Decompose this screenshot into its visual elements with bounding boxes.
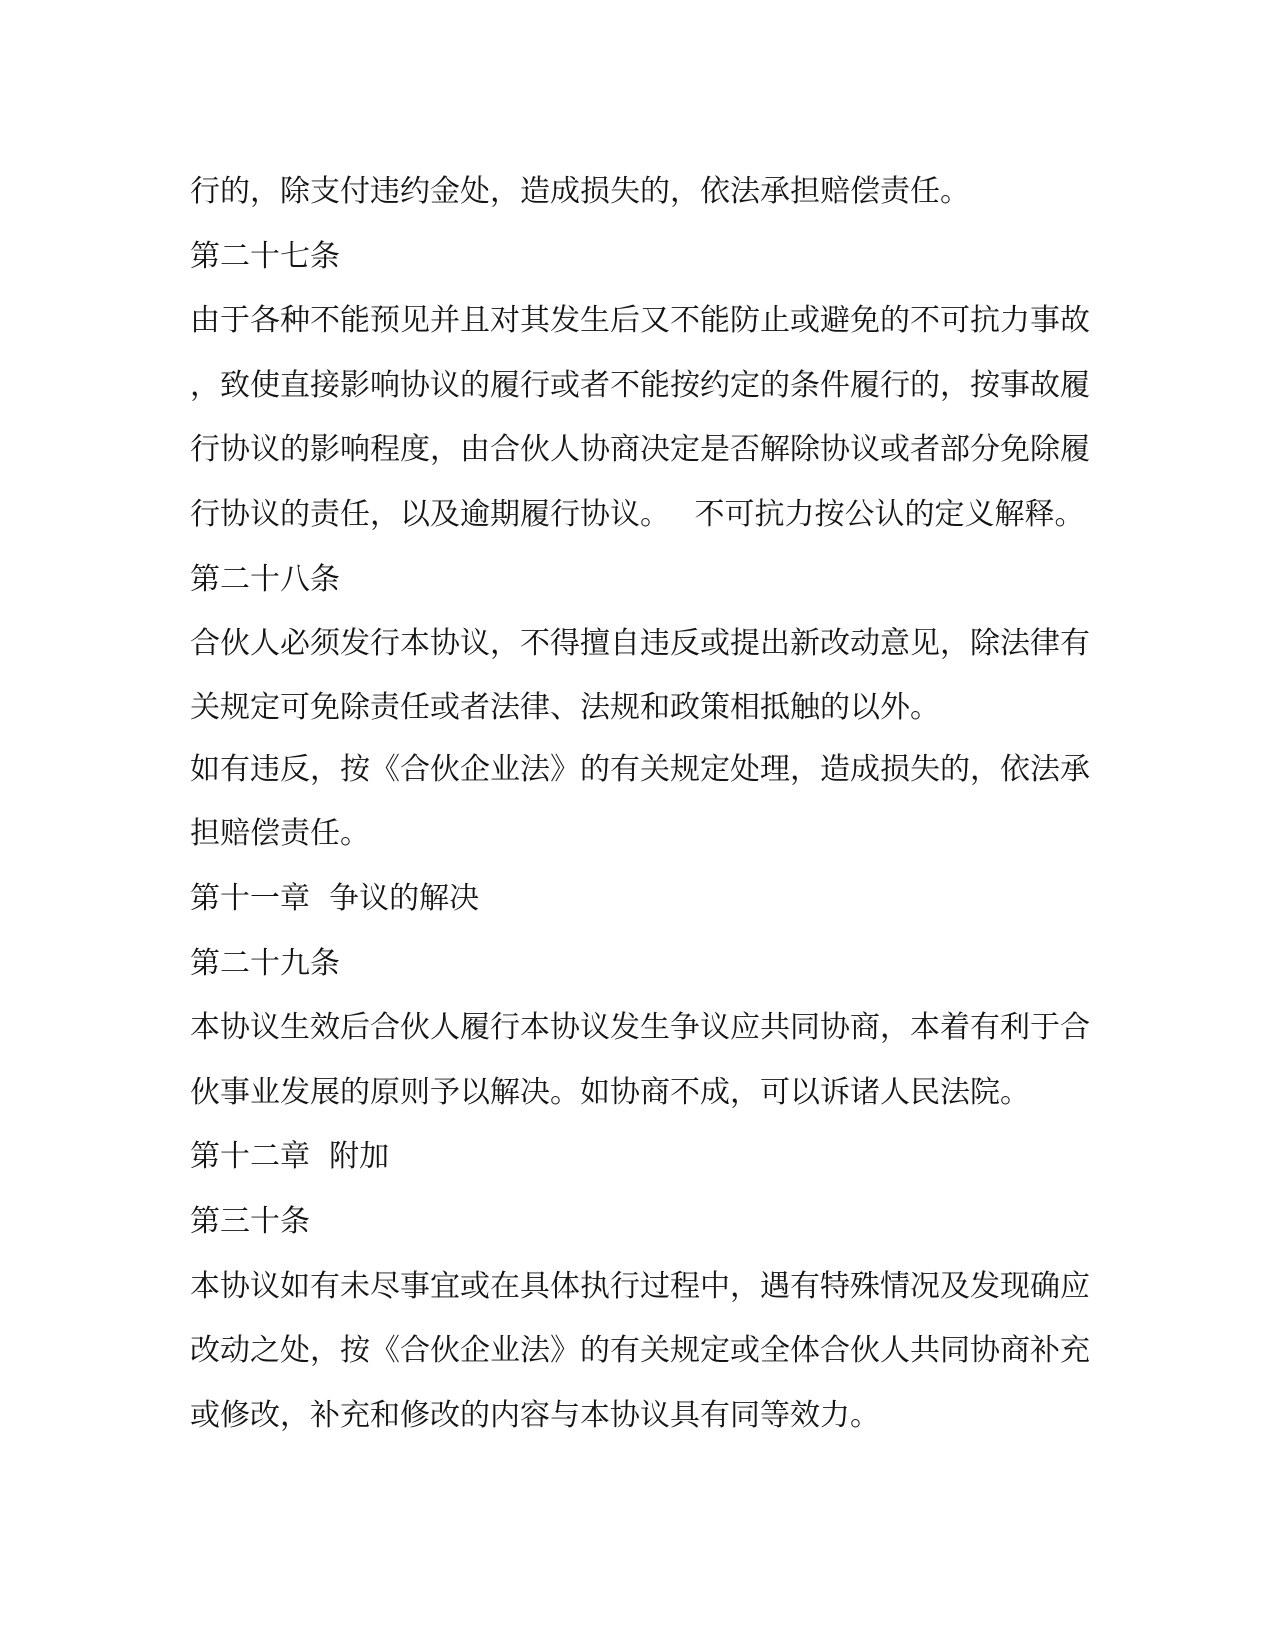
text-line-5: 行协议的影响程度，由合伙人协商决定是否解除协议或者部分免除履 xyxy=(190,432,1090,468)
text-line-18: 本协议如有未尽事宜或在具体执行过程中，遇有特殊情况及发现确应 xyxy=(190,1268,1090,1304)
text-line-9: 关规定可免除责任或者法律、法规和政策相抵触的以外。 xyxy=(190,689,940,725)
article-heading-28: 第二十八条 xyxy=(190,561,340,597)
text-line-4: ，致使直接影响协议的履行或者不能按约定的条件履行的，按事故履 xyxy=(190,367,1090,403)
article-heading-29: 第二十九条 xyxy=(190,945,340,981)
document-body xyxy=(190,160,1090,1448)
text-line-10: 如有违反，按《合伙企业法》的有关规定处理，造成损失的，依法承 xyxy=(190,751,1090,787)
text-line-19: 改动之处，按《合伙企业法》的有关规定或全体合伙人共同协商补充 xyxy=(190,1333,1090,1369)
chapter-heading-11: 第十一章 争议的解决 xyxy=(190,880,480,916)
text-line-1: 行的，除支付违约金处，造成损失的，依法承担赔偿责任。 xyxy=(190,174,970,209)
text-line-6: 行协议的责任，以及逾期履行协议。 不可抗力按公认的定义解释。 xyxy=(190,496,1085,532)
text-line-11: 担赔偿责任。 xyxy=(190,816,370,852)
text-line-8: 合伙人必须发行本协议，不得擅自违反或提出新改动意见，除法律有 xyxy=(190,626,1090,662)
article-heading-27: 第二十七条 xyxy=(190,238,340,274)
text-line-14: 本协议生效后合伙人履行本协议发生争议应共同协商，本着有利于合 xyxy=(190,1010,1090,1046)
article-heading-30: 第三十条 xyxy=(190,1203,310,1239)
chapter-heading-12: 第十二章 附加 xyxy=(190,1139,390,1175)
text-line-20: 或修改，补充和修改的内容与本协议具有同等效力。 xyxy=(190,1397,880,1433)
text-line-3: 由于各种不能预见并且对其发生后又不能防止或避免的不可抗力事故 xyxy=(190,303,1090,339)
text-line-15: 伙事业发展的原则予以解决。如协商不成，可以诉诸人民法院。 xyxy=(190,1074,1030,1110)
